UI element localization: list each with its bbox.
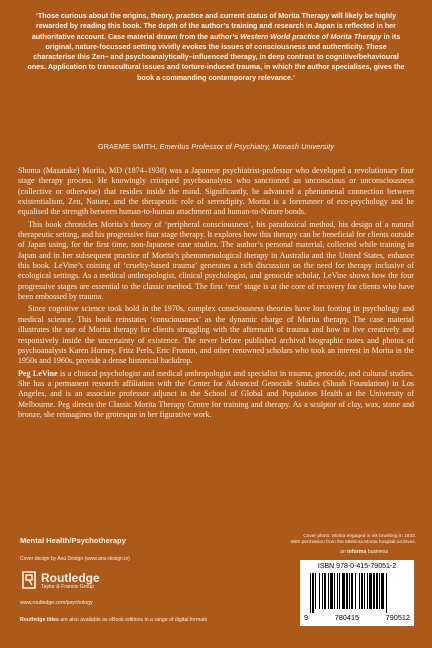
publisher-group: Taylor & Francis Group <box>41 584 95 590</box>
endorsement-quote <box>26 11 406 83</box>
imprint-suffix: business <box>366 549 389 555</box>
barcode-bars <box>304 573 410 613</box>
isbn-label: ISBN 978-0-415-79051-2 <box>317 563 397 570</box>
routledge-logo <box>20 569 150 593</box>
endorsement-attribution <box>26 142 406 151</box>
imprint-brand: informa <box>347 549 367 555</box>
barcode-digit-lead: 9 <box>304 613 309 622</box>
quote-text-part-1: ‘Those curious about the origins, theory, practice and current status of Morita Therapy will likely be highly rewarded by reading this book. The depth of the author’s training and research in Japan is reflected in her authoritative account. Case material drawn from the author’s <box>31 12 397 41</box>
description-paragraph-3: Since cognitive science took hold in the 1970s, complex consciousness theories have lost footing in psychology and medical science. This book reinstates ‘consciousness’ as the dynamic charge of Morita therapy. The case material illustrates the use of Morita therapy for clients struggling with the aftermath of trauma and how to live creatively and responsively inside the uncertainty of existence. The never before published archival biographic notes and photos of psychoanalysts Karen Horney, Fritz Perls, Eric Fromm, and other renowned scholars who took an interest in Morita in the 1950s and 1960s, provide a dense historical backdrop. <box>18 304 414 366</box>
routledge-mark-icon <box>20 570 38 590</box>
barcode-digits <box>304 613 410 622</box>
quote-italic-title: Western World practice of Morita Therapy <box>240 32 382 41</box>
cover-photo-line-2: With permission from the Mishima Morita hospital archives. <box>290 540 416 546</box>
cover-photo-line-1: Cover photo: Morita engaged in ink brushing in 1933. <box>303 534 416 539</box>
description-paragraph-2: This book chronicles Morita’s theory of ‘peripheral consciousness’, his paradoxical method, his design of a natural therapeutic setting, and his progressive four stage therapy. It explores how this therapy can be beneficial for clients outside of Japan using, for the first time, non-Japanese case studies. The author’s personal material, collected while training in Japan and in her subsequent practice of Morita’s phenomenological therapy in Australia and the United States, enhance this book. LeVine’s coining of ‘cruelty-based trauma’ generates a rich discussion on the need for therapy inclusive of ecological settings. As a medical anthropologist, clinical psychologist, and genocide scholar, LeVine shows how the four progressive stages are essential to the classic method. The first ‘rest’ stage is at the core of recovery for clients who have been embossed by trauma. <box>18 219 414 302</box>
quote-text-part-2: in its original, nature-focussed setting vividly evokes the issues of consciousness and authenticity. These characterise this Zen– and psychoanalytically–influenced therapy, in deep contrast to cognitive/behavioural ones. Application to transcultural issues and torture-induced trauma, in which the author specialises, gives the book a commanding contemporary relevance.’ <box>27 32 405 82</box>
publisher-name: Routledge <box>41 571 100 585</box>
author-bio <box>18 369 414 421</box>
isbn-barcode <box>300 560 414 626</box>
description-paragraph-1: Shoma (Masatake) Morita, MD (1874–1938) was a Japanese psychiatrist-professor who developed a revolutionary four stage therapy process. He knowingly critiqued psychoanalysts who sanctioned an unconscious or unconsciousness (collective or otherwise) that resides inside the mind. Significantly, he advanced a phenomenal connection between existentialism, Zen, Nature, and the therapeutic role of serendipity. Morita is a forerunner of eco-psychology and he equalised the strength between human-to-human attachment and human-to-Nature bonds. <box>18 166 414 217</box>
barcode-digits-group-2: 790512 <box>385 613 410 622</box>
attribution-role: Emeritus Professor of Psychiatry, Monash University <box>159 142 335 151</box>
author-bio-text: is a clinical psychologist and medical anthropologist and specialist in trauma, genocide, and cultural studies. She has a permanent research affiliation with the Center for Advanced Genocide Studies (Shoah Foundation) in Los Angeles, and is an associate professor adjunct in the School of Global and Population Health at the University of Melbourne. Peg directs the Classic Morita Therapy Centre for training and therapy. As a sculptor of clay, wax, stone and bronze, she reimagines the grotesque in her figurative work. <box>18 368 414 419</box>
ebook-note <box>20 617 207 623</box>
cover-design-credit: Cover design by Anú Design (www.anu-design.ie) <box>20 556 130 562</box>
imprint-prefix: an <box>340 549 348 555</box>
informa-imprint <box>340 549 388 555</box>
cover-photo-credit <box>246 534 416 547</box>
ebook-note-bold: Routledge titles <box>20 617 59 623</box>
barcode-digits-group-1: 780415 <box>334 613 360 622</box>
subject-category: Mental Health/Psychotherapy <box>20 536 126 545</box>
attribution-name: GRAEME SMITH, <box>97 142 158 151</box>
author-name: Peg LeVine <box>18 368 58 378</box>
book-description <box>18 166 414 422</box>
publisher-url: www.routledge.com/psychology <box>20 600 93 606</box>
ebook-note-text: are also available as eBook editions in a range of digital formats <box>58 617 208 623</box>
